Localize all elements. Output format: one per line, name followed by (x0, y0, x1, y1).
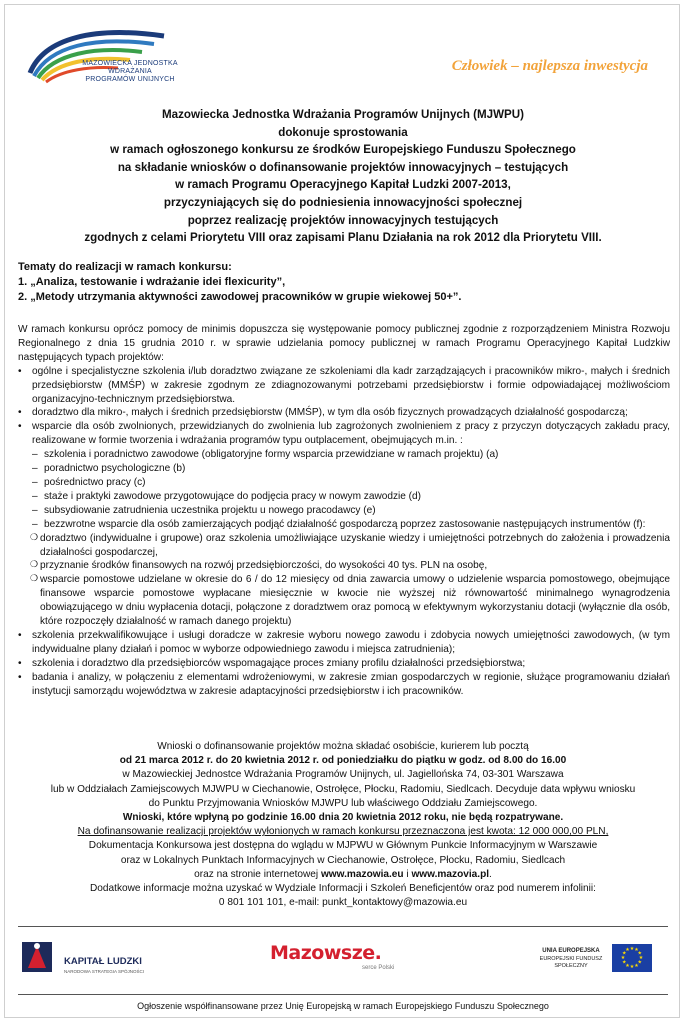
svg-text:★: ★ (638, 955, 644, 961)
logo-line-2: WDRAŻANIA (108, 68, 152, 75)
website-link-mazovia[interactable]: www.mazovia.pl (411, 868, 490, 880)
websites-conj: i (403, 868, 412, 880)
circle-item-text: wsparcie pomostowe udzielane w okresie do 6 / do 12 miesięcy od dnia zawarcia umowy o udzielenie wsparcia pomostowego, obejmujące finansowe wsparcie pomostowe wypłacane miesięcznie w kwocie nie wyższej niż równowartość minimalnego wynagrodzenia obowiązującego w dniu wypłacenia dotacji, połączone z doradztwem oraz pomocą w efektywnym wykorzystaniu dotacji (wyłącznie dla osób, które rozpoczęły działalność w ramach danego projektu) (40, 574, 670, 628)
eu-title: UNIA EUROPEJSKA (542, 948, 600, 954)
slogan: Człowiek – najlepsza inwestycja (451, 58, 648, 74)
list-item-text: szkolenia przekwalifikowujące i usługi doradcze w zakresie wyboru nowego zawodu i zdobycia nowych umiejętności zawodowych, (w tym indywidualne plany działań i pomoc w wyborze odpowiedniego zawodu i miejsca zatrudnienia); (32, 629, 670, 655)
dash-item: – pośrednictwo pracy (c) (32, 476, 146, 488)
svg-text:★: ★ (625, 947, 630, 954)
dash-item-text: subsydiowanie zatrudnienia uczestnika projektu u nowego pracodawcy (e) (44, 504, 376, 516)
intro-paragraph: W ramach konkursu oprócz pomocy de minimis dopuszcza się występowanie pomocy publicznej zgodnie z rozporządzeniem Ministra Rozwoju Regionalnego z dnia 15 grudnia 2010 r. w sprawie udzielania pomocy publicznej w ramach Programu Operacyjnego Kapitał Ludzkiw następujących typach projektów: (18, 324, 670, 363)
svg-text:★: ★ (634, 962, 639, 969)
svg-text:★: ★ (621, 950, 627, 957)
mazowsze-text: Mazowsze. (270, 942, 382, 964)
project-types-list (18, 365, 670, 448)
warning-line: Wnioski, które wpłyną po godzinie 16.00 dnia 20 kwietnia 2012 roku, nie będą rozpatrywane. (122, 812, 564, 824)
eu-stars (612, 944, 652, 972)
svg-text:★: ★ (637, 950, 643, 957)
divider (18, 926, 668, 927)
topics-section (18, 260, 668, 305)
kapital-ludzki-logo (20, 938, 160, 978)
info-line: Wnioski o dofinansowanie projektów można składać osobiście, kurierem lub pocztą (157, 741, 529, 752)
dash-item: – szkolenia i poradnictwo zawodowe (obligatoryjne formy wsparcia przewidziane w ramach projektu) (a) (32, 449, 499, 461)
eu-sub: EUROPEJSKI FUNDUSZ SPOŁECZNY (539, 956, 603, 969)
dash-item: – poradnictwo psychologiczne (b) (32, 463, 186, 475)
circle-item-text: doradztwo (indywidualne i grupowe) oraz szkolenia umożliwiające uzyskanie wiedzy i umiejętności potrzebnych do założenia i prowadzenia działalności gospodarczej, (40, 532, 670, 558)
dash-item-text: poradnictwo psychologiczne (b) (44, 463, 186, 475)
topics-title: Tematy do realizacji w ramach konkursu: (18, 261, 232, 273)
kapital-ludzki-icon (20, 938, 60, 978)
dash-item-text: staże i praktyki zawodowe przygotowujące do podjęcia pracy w nowym zawodzie (d) (44, 490, 422, 502)
svg-text:★: ★ (634, 947, 639, 954)
list-item-text: wsparcie dla osób zwolnionych, przewidzianych do zwolnienia lub zagrożonych zwolnieniem z pracy z przyczyn dotyczących zakładu pracy, realizowane w formie tworzenia i wdrażania programów typu outplacement, obejmujących m.in. : (32, 421, 670, 447)
list-item: • szkolenia i doradztwo dla przedsiębiorców wspomagające proces zmiany profilu działalności przedsiębiorstwa; (18, 657, 526, 669)
heading-line: poprzez realizację projektów innowacyjnych testujących (187, 213, 499, 227)
websites-text: oraz na stronie internetowej (194, 868, 321, 880)
dash-item-text: pośrednictwo pracy (c) (44, 476, 146, 488)
dash-item: – subsydiowanie zatrudnienia uczestnika projektu u nowego pracodawcy (e) (32, 504, 376, 516)
announcement-heading (14, 106, 672, 247)
heading-line: dokonuje sprostowania (278, 125, 408, 139)
list-item: • ogólne i specjalistyczne szkolenia i/lub doradztwo związane ze szkoleniami dla kadr zarządzających i pracowników mikro-, małych i średnich przedsiębiorstw (MMŚP) w zakresie zgodnym ze zdiagnozowanymi potrzebami przedsiębiorstw i formie odpowiadającej możliwościom organizacyjno-technicznym przedsiębiorstwa. (18, 365, 670, 405)
mazowsze-sub: serce Polski (362, 965, 395, 971)
outplacement-list (18, 448, 670, 531)
body-text (18, 323, 670, 698)
circle-item: ❍ doradztwo (indywidualne i grupowe) oraz szkolenia umożliwiające uzyskanie wiedzy i umiejętności potrzebnych do założenia i prowadzenia działalności gospodarczej, (30, 531, 670, 558)
heading-line: Mazowiecka Jednostka Wdrażania Programów Unijnych (MJWPU) (161, 108, 525, 121)
info-line: do Punktu Przyjmowania Wniosków MJWPU lub właściwego Oddziału Zamiejscowego. (148, 797, 538, 809)
info-line: Dodatkowe informacje można uzyskać w Wydziale Informacji i Szkoleń Beneficjentów oraz pod numerem infolinii: (90, 883, 596, 895)
footer-logos (0, 930, 686, 986)
info-line: Dokumentacja Konkursowa jest dostępna do wglądu w MJPWU w Głównym Punkcie Informacyjnym w Warszawie (88, 840, 598, 852)
websites-line (14, 868, 672, 882)
kapital-ludzki-sub: NARODOWA STRATEGIA SPÓJNOŚCI (64, 969, 145, 974)
list-item-text: szkolenia i doradztwo dla przedsiębiorców wspomagające proces zmiany profilu działalności przedsiębiorstwa; (32, 657, 526, 669)
heading-line: przyczyniających się do podniesienia innowacyjności społecznej (163, 195, 523, 209)
instruments-list (18, 532, 670, 629)
list-item: • badania i analizy, w połączeniu z elementami wdrożeniowymi, w zakresie zmian gospodarczych w regionie, służące programowaniu działań instytucji samorządu województwa w zakresie adaptacyjności przedsiębiorstw i ich pracowników. (18, 671, 670, 697)
topic-item: 1. „Analiza, testowanie i wdrażanie idei flexicurity”, (18, 276, 286, 288)
list-item: • doradztwo dla mikro-, małych i średnich przedsiębiorstw (MMŚP), w tym dla osób fizycznych prowadzących działalność gospodarczą; (18, 407, 628, 419)
info-line: w Mazowieckiej Jednostce Wdrażania Programów Unijnych, ul. Jagiellońska 74, 03-301 Warszawa (122, 769, 564, 781)
dash-item-text: bezzwrotne wsparcie dla osób zamierzających podjąć działalność gospodarczą poprzez zastosowanie następujących instrumentów (f): (44, 518, 646, 530)
websites-dot: . (489, 868, 492, 880)
dash-item: – bezzwrotne wsparcie dla osób zamierzających podjąć działalność gospodarczą poprzez zastosowanie następujących instrumentów (f): (32, 518, 646, 530)
heading-line: zgodnych z celami Priorytetu VIII oraz zapisami Planu Działania na rok 2012 dla Priorytetu VIII. (84, 231, 602, 245)
logo-line-1: MAZOWIECKA JEDNOSTKA (82, 60, 178, 67)
svg-text:★: ★ (637, 959, 643, 966)
list-item: • szkolenia przekwalifikowujące i usługi doradcze w zakresie wyboru nowego zawodu i zdobycia nowych umiejętności zawodowych, (w tym indywidualne plany działań i pomoc w wyborze odpowiedniego zawodu i miejsca zatrudnienia); (18, 629, 670, 655)
deadline-line: od 21 marca 2012 r. do 20 kwietnia 2012 r. od poniedziałku do piątku w godz. od 8.00 do 16.00 (119, 755, 567, 767)
heading-line: w ramach Programu Operacyjnego Kapitał Ludzki 2007-2013, (175, 178, 511, 192)
eu-logo (520, 944, 660, 984)
mjwpu-logo (24, 18, 184, 88)
dash-item: – staże i praktyki zawodowe przygotowujące do podjęcia pracy w nowym zawodzie (d) (32, 490, 422, 502)
application-info (14, 740, 672, 910)
dash-item-text: szkolenia i poradnictwo zawodowe (obligatoryjne formy wsparcia przewidziane w ramach projektu) (a) (44, 449, 499, 461)
logo-text (70, 60, 190, 84)
topic-item: 2. „Metody utrzymania aktywności zawodowej pracowników w grupie wiekowej 50+”. (18, 291, 462, 303)
svg-text:★: ★ (629, 946, 635, 952)
heading-line: w ramach ogłoszonego konkursu ze środków Europejskiego Funduszu Społecznego (110, 143, 576, 157)
info-line: oraz w Lokalnych Punktach Informacyjnych w Ciechanowie, Ostrołęce, Płocku, Radomiu, Siedlcach (120, 854, 566, 866)
kapital-ludzki-text: KAPITAŁ LUDZKI (64, 956, 142, 967)
cofinancing-note: Ogłoszenie współfinansowane przez Unię Europejską w ramach Europejskiego Funduszu Społecznego (137, 1001, 549, 1011)
logo-line-3: PROGRAMÓW UNIJNYCH (85, 76, 175, 83)
list-item: • wsparcie dla osób zwolnionych, przewidzianych do zwolnienia lub zagrożonych zwolnieniem z pracy z przyczyn dotyczących zakładu pracy, realizowane w formie tworzenia i wdrażania programów typu outplacement, obejmujących m.in. : (18, 421, 670, 447)
svg-text:★: ★ (621, 959, 627, 966)
website-link-mazowia[interactable]: www.mazowia.eu (320, 868, 404, 880)
svg-text:★: ★ (629, 964, 635, 970)
list-item-text: ogólne i specjalistyczne szkolenia i/lub doradztwo związane ze szkoleniami dla kadr zarządzających i pracowników mikro-, małych i średnich przedsiębiorstw (MMŚP) w zakresie zgodnym ze zdiagnozowanymi potrzebami przedsiębiorstw i formie odpowiadającej możliwościom organizacyjno-technicznym przedsiębiorstwa. (32, 365, 670, 405)
budget-line: Na dofinansowanie realizacji projektów wyłonionych w ramach konkursu przeznaczona jest kwota: 12 000 000,00 PLN, (77, 826, 609, 838)
circle-item: ❍ przyznanie środków finansowych na rozwój przedsiębiorczości, do wysokości 40 tys. PLN na osobę, (30, 559, 488, 572)
mazowsze-logo (270, 942, 420, 982)
divider (18, 994, 668, 995)
list-item-text: doradztwo dla mikro-, małych i średnich przedsiębiorstw (MMŚP), w tym dla osób fizycznych prowadzących działalność gospodarczą; (32, 407, 628, 419)
info-line: lub w Oddziałach Zamiejscowych MJWPU w Ciechanowie, Ostrołęce, Płocku, Radomiu, Siedlcach. Decyduje data wpływu wniosku (50, 783, 636, 795)
circle-item-text: przyznanie środków finansowych na rozwój przedsiębiorczości, do wysokości 40 tys. PLN na osobę, (40, 560, 488, 572)
eu-flag-icon (612, 944, 652, 972)
svg-text:★: ★ (620, 955, 626, 961)
heading-line: na składanie wniosków o dofinansowanie projektów innowacyjnych – testujących (117, 160, 569, 174)
circle-item: ❍ wsparcie pomostowe udzielane w okresie do 6 / do 12 miesięcy od dnia zawarcia umowy o udzielenie wsparcia pomostowego, obejmujące finansowe wsparcie pomostowe wypłacane miesięcznie w kwocie nie wyższej niż równowartość minimalnego wynagrodzenia obowiązującego w dniu wypłacenia dotacji, połączone z doradztwem oraz pomocą w efektywnym wykorzystaniu dotacji (wyłącznie dla osób, które rozpoczęły działalność w ramach danego projektu) (30, 573, 670, 628)
svg-text:★: ★ (625, 962, 630, 969)
project-types-list-cont (18, 629, 670, 699)
contact-line: 0 801 101 101, e-mail: punkt_kontaktowy@mazowia.eu (218, 897, 468, 909)
list-item-text: badania i analizy, w połączeniu z elementami wdrożeniowymi, w zakresie zmian gospodarczych w regionie, służące programowaniu działań instytucji samorządu województwa w zakresie adaptacyjności przedsiębiorstw i ich pracowników. (32, 671, 670, 697)
